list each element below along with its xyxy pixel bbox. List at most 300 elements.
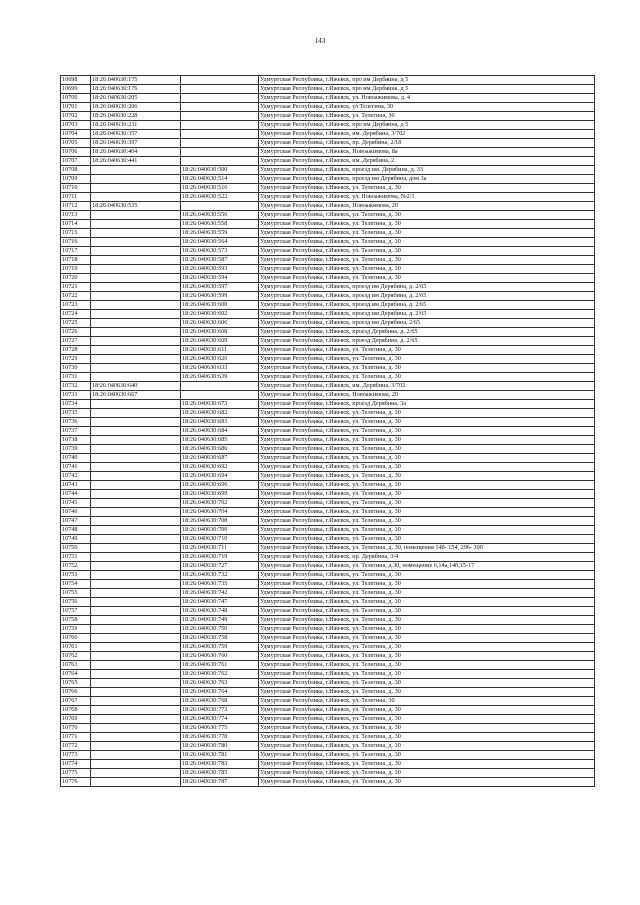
table-row (61, 373, 595, 382)
linked-cadastral-number-cell: 18:26:040630:780 (181, 742, 259, 751)
address-cell: Удмуртская Республика, г.Ижевск, ул. Телегина, д. 30 (259, 355, 595, 364)
linked-cadastral-number-cell: 18:26:040630:778 (181, 733, 259, 742)
table-row (61, 526, 595, 535)
linked-cadastral-number-cell (181, 157, 259, 166)
row-number-cell: 10707 (61, 157, 91, 166)
table-row (61, 598, 595, 607)
linked-cadastral-number-cell: 18:26:040630:762 (181, 670, 259, 679)
address-cell: Удмуртская Республика, г.Ижевск, ул. Телегина, д. 30 (259, 679, 595, 688)
linked-cadastral-number-cell (181, 94, 259, 103)
address-cell: Удмуртская Республика, г.Ижевск, ул. Телегина, д. 30 (259, 247, 595, 256)
row-number-cell: 10765 (61, 679, 91, 688)
row-number-cell: 10712 (61, 202, 91, 211)
table-row (61, 499, 595, 508)
address-cell: Удмуртская Республика, г.Ижевск, ул. Телегина, д. 30 (259, 364, 595, 373)
row-number-cell: 10724 (61, 310, 91, 319)
address-cell: Удмуртская Республика, г.Ижевск, ул. Телегина, д. 30 (259, 634, 595, 643)
cadastral-number-cell (91, 616, 181, 625)
row-number-cell: 10702 (61, 112, 91, 121)
address-cell: Удмуртская Республика, г.Ижевск, ул. Телегина, д. 30 (259, 598, 595, 607)
linked-cadastral-number-cell: 18:26:040630:673 (181, 400, 259, 409)
linked-cadastral-number-cell: 18:26:040630:699 (181, 490, 259, 499)
row-number-cell: 10705 (61, 139, 91, 148)
cadastral-number-cell (91, 193, 181, 202)
linked-cadastral-number-cell (181, 130, 259, 139)
table-row (61, 697, 595, 706)
linked-cadastral-number-cell: 18:26:040630:781 (181, 751, 259, 760)
table-row (61, 148, 595, 157)
cadastral-number-cell (91, 508, 181, 517)
linked-cadastral-number-cell (181, 103, 259, 112)
cadastral-number-cell (91, 625, 181, 634)
cadastral-number-cell (91, 535, 181, 544)
table-row (61, 202, 595, 211)
linked-cadastral-number-cell: 18:26:040630:514 (181, 175, 259, 184)
row-number-cell: 10708 (61, 166, 91, 175)
address-cell: Удмуртская Республика, г.Ижевск, ул. Телегина, д. 30 (259, 211, 595, 220)
row-number-cell: 10754 (61, 580, 91, 589)
linked-cadastral-number-cell: 18:26:040630:599 (181, 292, 259, 301)
address-cell: Удмуртская Республика, г.Ижевск, ул. Телегина, д. 30 (259, 274, 595, 283)
table-row (61, 427, 595, 436)
table-row (61, 274, 595, 283)
cadastral-number-cell (91, 553, 181, 562)
table-row (61, 589, 595, 598)
table-row (61, 733, 595, 742)
cadastral-number-cell: 18:26:040630:404 (91, 148, 181, 157)
address-cell: Удмуртская Республика, г.Ижевск, ул. Телегина, 30 (259, 112, 595, 121)
address-cell: Удмуртская Республика, г.Ижевск, ул. Телегина, д. 30 (259, 238, 595, 247)
row-number-cell: 10771 (61, 733, 91, 742)
table-row (61, 490, 595, 499)
row-number-cell: 10734 (61, 400, 91, 409)
row-number-cell: 10744 (61, 490, 91, 499)
cadastral-number-cell (91, 589, 181, 598)
table-row (61, 400, 595, 409)
cadastral-number-cell (91, 562, 181, 571)
row-number-cell: 10746 (61, 508, 91, 517)
cadastral-number-cell: 18:26:040630:357 (91, 130, 181, 139)
address-cell: Удмуртская Республика, г.Ижевск, ул. Телегина, д. 30 (259, 454, 595, 463)
cadastral-number-cell: 18:26:040630:175 (91, 76, 181, 85)
address-cell: Удмуртская Республика, г.Ижевск, ул. Телегина, д. 30 (259, 436, 595, 445)
linked-cadastral-number-cell: 18:26:040630:758 (181, 634, 259, 643)
row-number-cell: 10706 (61, 148, 91, 157)
linked-cadastral-number-cell: 18:26:040630:682 (181, 409, 259, 418)
row-number-cell: 10762 (61, 652, 91, 661)
table-row (61, 364, 595, 373)
address-cell: Удмуртская Республика, г.Ижевск, ул. Телегина, д. 30 (259, 607, 595, 616)
cadastral-number-cell (91, 427, 181, 436)
address-cell: Удмуртская Республика, г.Ижевск, проезд им. Дерябина, д. 33 (259, 166, 595, 175)
table-row (61, 508, 595, 517)
table-row (61, 715, 595, 724)
table-row (61, 211, 595, 220)
table-row (61, 625, 595, 634)
row-number-cell: 10772 (61, 742, 91, 751)
table-row (61, 220, 595, 229)
address-cell: Удмуртская Республика, г.Ижевск, ул. Телегина, д. 30 (259, 472, 595, 481)
address-cell: Удмуртская Республика, г.Ижевск, ул. Телегина, д. 30 (259, 229, 595, 238)
row-number-cell: 10757 (61, 607, 91, 616)
row-number-cell: 10753 (61, 571, 91, 580)
table-row (61, 535, 595, 544)
table-row (61, 463, 595, 472)
row-number-cell: 10730 (61, 364, 91, 373)
linked-cadastral-number-cell: 18:26:040630:558 (181, 220, 259, 229)
cadastral-number-cell (91, 679, 181, 688)
linked-cadastral-number-cell: 18:26:040630:609 (181, 337, 259, 346)
cadastral-number-cell (91, 742, 181, 751)
address-cell: Удмуртская Республика, г.Ижевск, ул. Телегина, д. 30 (259, 427, 595, 436)
row-number-cell: 10756 (61, 598, 91, 607)
address-cell: Удмуртская Республика, г.Ижевск, ул. Телегина, д. 30 (259, 652, 595, 661)
cadastral-number-cell (91, 733, 181, 742)
table-row (61, 319, 595, 328)
cadastral-number-cell (91, 760, 181, 769)
table-row (61, 193, 595, 202)
linked-cadastral-number-cell (181, 139, 259, 148)
register-table-body (61, 76, 595, 787)
cadastral-number-cell: 18:26:040630:176 (91, 85, 181, 94)
row-number-cell: 10738 (61, 436, 91, 445)
linked-cadastral-number-cell (181, 391, 259, 400)
row-number-cell: 10766 (61, 688, 91, 697)
cadastral-number-cell (91, 688, 181, 697)
row-number-cell: 10736 (61, 418, 91, 427)
address-cell: Удмуртская Республика, г.Ижевск, ул. Телегина, 30 (259, 697, 595, 706)
address-cell: Удмуртская Республика, г.Ижевск, ул. Телегина, д. 30 (259, 184, 595, 193)
cadastral-number-cell (91, 283, 181, 292)
row-number-cell: 10711 (61, 193, 91, 202)
row-number-cell: 10729 (61, 355, 91, 364)
linked-cadastral-number-cell: 18:26:040630:774 (181, 715, 259, 724)
row-number-cell: 10770 (61, 724, 91, 733)
table-row (61, 337, 595, 346)
table-row (61, 121, 595, 130)
linked-cadastral-number-cell (181, 85, 259, 94)
table-row (61, 76, 595, 85)
cadastral-number-cell (91, 517, 181, 526)
cadastral-number-cell (91, 418, 181, 427)
address-cell: Удмуртская Республика, г.Ижевск, проезд Дерябина, д. 2/65 (259, 337, 595, 346)
linked-cadastral-number-cell: 18:26:040630:785 (181, 769, 259, 778)
row-number-cell: 10773 (61, 751, 91, 760)
linked-cadastral-number-cell: 18:26:040630:747 (181, 598, 259, 607)
table-row (61, 166, 595, 175)
linked-cadastral-number-cell: 18:26:040630:559 (181, 229, 259, 238)
table-row (61, 247, 595, 256)
linked-cadastral-number-cell: 18:26:040630:602 (181, 310, 259, 319)
address-cell: Удмуртская Республика, г.Ижевск, ул. Телегина, д. 30 (259, 661, 595, 670)
cadastral-number-cell (91, 328, 181, 337)
address-cell: Удмуртская Республика, г.Ижевск, ул. Телегина, д. 30 (259, 508, 595, 517)
cadastral-number-cell (91, 184, 181, 193)
address-cell: Удмуртская Республика, г.Ижевск, пр. Дерябина, 2/18 (259, 139, 595, 148)
linked-cadastral-number-cell: 18:26:040630:711 (181, 544, 259, 553)
address-cell: Удмуртская Республика, г.Ижевск, ул. Телегина, д. 30 (259, 373, 595, 382)
row-number-cell: 10721 (61, 283, 91, 292)
row-number-cell: 10709 (61, 175, 91, 184)
cadastral-number-cell: 18:26:040630:228 (91, 112, 181, 121)
row-number-cell: 10720 (61, 274, 91, 283)
table-row (61, 670, 595, 679)
address-cell: Удмуртская Республика, г.Ижевск, ул. Телегина, д. 30 (259, 616, 595, 625)
linked-cadastral-number-cell: 18:26:040630:564 (181, 238, 259, 247)
row-number-cell: 10727 (61, 337, 91, 346)
address-cell: Удмуртская Республика, г.Ижевск, ул. Телегина, д. 30 (259, 778, 595, 787)
address-cell: Удмуртская Республика, г.Ижевск, ул. Телегина, д. 30 (259, 409, 595, 418)
row-number-cell: 10701 (61, 103, 91, 112)
cadastral-number-cell (91, 454, 181, 463)
cadastral-number-cell (91, 463, 181, 472)
cadastral-number-cell (91, 265, 181, 274)
address-cell: Удмуртская Республика, г.Ижевск, ул. Телегина, д. 30, помещения 148- 154, 296- 300 (259, 544, 595, 553)
table-row (61, 544, 595, 553)
linked-cadastral-number-cell (181, 148, 259, 157)
table-row (61, 778, 595, 787)
address-cell: Удмуртская Республика, г.Ижевск, проезд им Дерябина, д. 2/65 (259, 310, 595, 319)
cadastral-number-cell (91, 292, 181, 301)
table-row (61, 310, 595, 319)
row-number-cell: 10722 (61, 292, 91, 301)
cadastral-number-cell: 18:26:040630:231 (91, 121, 181, 130)
table-row (61, 481, 595, 490)
row-number-cell: 10717 (61, 247, 91, 256)
table-row (61, 688, 595, 697)
table-row (61, 175, 595, 184)
table-row (61, 265, 595, 274)
table-row (61, 760, 595, 769)
address-cell: Удмуртская Республика, г.Ижевск, ул. Телегина, д. 30 (259, 742, 595, 751)
linked-cadastral-number-cell: 18:26:040630:626 (181, 355, 259, 364)
row-number-cell: 10741 (61, 463, 91, 472)
table-row (61, 571, 595, 580)
linked-cadastral-number-cell: 18:26:040630:694 (181, 472, 259, 481)
cadastral-number-cell (91, 706, 181, 715)
table-row (61, 256, 595, 265)
page-number: 143 (314, 37, 326, 45)
cadastral-number-cell: 18:26:040630:206 (91, 103, 181, 112)
row-number-cell: 10743 (61, 481, 91, 490)
address-cell: Удмуртская Республика, г.Ижевск, ул. Телегина, д. 30 (259, 589, 595, 598)
table-row (61, 418, 595, 427)
linked-cadastral-number-cell: 18:26:040630:719 (181, 553, 259, 562)
address-cell: Удмуртская Республика, г.Ижевск, ул. Телегина, д. 30 (259, 265, 595, 274)
linked-cadastral-number-cell: 18:26:040630:684 (181, 427, 259, 436)
linked-cadastral-number-cell: 18:26:040630:696 (181, 481, 259, 490)
table-row (61, 742, 595, 751)
table-row (61, 436, 595, 445)
linked-cadastral-number-cell: 18:26:040630:748 (181, 607, 259, 616)
address-cell: Удмуртская Республика, г.Ижевск, про им Дербяина, д 5 (259, 121, 595, 130)
row-number-cell: 10775 (61, 769, 91, 778)
linked-cadastral-number-cell: 18:26:040630:685 (181, 436, 259, 445)
table-row (61, 184, 595, 193)
row-number-cell: 10747 (61, 517, 91, 526)
table-row (61, 445, 595, 454)
address-cell: Удмуртская Республика, г.Ижевск, проезд Дерябина, 3а (259, 400, 595, 409)
table-row (61, 94, 595, 103)
row-number-cell: 10752 (61, 562, 91, 571)
table-row (61, 112, 595, 121)
address-cell: Удмуртская Республика, г.Ижевск, про им Дербяина, д 5 (259, 76, 595, 85)
address-cell: Удмуртская Республика, г.Ижевск, ул. Телегина, д. 30 (259, 517, 595, 526)
row-number-cell: 10732 (61, 382, 91, 391)
row-number-cell: 10714 (61, 220, 91, 229)
row-number-cell: 10751 (61, 553, 91, 562)
row-number-cell: 10750 (61, 544, 91, 553)
linked-cadastral-number-cell (181, 76, 259, 85)
linked-cadastral-number-cell: 18:26:040630:750 (181, 625, 259, 634)
table-row (61, 706, 595, 715)
linked-cadastral-number-cell: 18:26:040630:594 (181, 274, 259, 283)
table-row (61, 454, 595, 463)
cadastral-number-cell (91, 400, 181, 409)
row-number-cell: 10703 (61, 121, 91, 130)
address-cell: Удмуртская Республика, г.Ижевск, ул. Телегина, д. 30 (259, 445, 595, 454)
row-number-cell: 10731 (61, 373, 91, 382)
table-row (61, 130, 595, 139)
cadastral-number-cell (91, 436, 181, 445)
table-row (61, 616, 595, 625)
address-cell: Удмуртская Республика, г.Ижевск, ул Телегина, 30 (259, 103, 595, 112)
row-number-cell: 10725 (61, 319, 91, 328)
address-cell: Удмуртская Республика, г.Ижевск, ул. Телегина, д. 30 (259, 418, 595, 427)
address-cell: Удмуртская Республика, г.Ижевск, ул. Телегина, д. 30 (259, 580, 595, 589)
linked-cadastral-number-cell: 18:26:040630:639 (181, 373, 259, 382)
address-cell: Удмуртская Республика, г.Ижевск, ул. Телегина, д. 30 (259, 346, 595, 355)
table-row (61, 382, 595, 391)
linked-cadastral-number-cell: 18:26:040630:773 (181, 706, 259, 715)
row-number-cell: 10742 (61, 472, 91, 481)
linked-cadastral-number-cell: 18:26:040630:500 (181, 166, 259, 175)
address-cell: Удмуртская Республика, г.Ижевск, Новоажимова, 8а (259, 148, 595, 157)
linked-cadastral-number-cell: 18:26:040630:783 (181, 760, 259, 769)
cadastral-number-cell (91, 346, 181, 355)
table-row (61, 391, 595, 400)
row-number-cell: 10700 (61, 94, 91, 103)
cadastral-number-cell (91, 697, 181, 706)
cadastral-number-cell (91, 598, 181, 607)
row-number-cell: 10767 (61, 697, 91, 706)
address-cell: Удмуртская Республика, г.Ижевск, ул. Телегина, д. 30 (259, 688, 595, 697)
linked-cadastral-number-cell: 18:26:040630:727 (181, 562, 259, 571)
cadastral-number-cell (91, 607, 181, 616)
address-cell: Удмуртская Республика, г.Ижевск, им. Дерябина, 2 (259, 157, 595, 166)
address-cell: Удмуртская Республика, г.Ижевск, ул. Телегина, д. 30 (259, 526, 595, 535)
address-cell: Удмуртская Республика, г.Ижевск, им. Дерябина, 3/702 (259, 382, 595, 391)
cadastral-number-cell (91, 256, 181, 265)
table-row (61, 301, 595, 310)
cadastral-number-cell (91, 409, 181, 418)
address-cell: Удмуртская Республика, г.Ижевск, проезд им Дерябина, 2/65 (259, 319, 595, 328)
address-cell: Удмуртская Республика, г.Ижевск, ул. Телегина, д. 30 (259, 733, 595, 742)
address-cell: Удмуртская Республика, г.Ижевск, ул. Новоажимова, №2/1 (259, 193, 595, 202)
cadastral-number-cell (91, 481, 181, 490)
address-cell: Удмуртская Республика, г.Ижевск, проезд им Дерябина, д. 2/65 (259, 283, 595, 292)
cadastral-number-cell (91, 643, 181, 652)
cadastral-number-cell: 18:26:040630:397 (91, 139, 181, 148)
table-row (61, 157, 595, 166)
cadastral-number-cell (91, 778, 181, 787)
cadastral-number-cell (91, 580, 181, 589)
address-cell: Удмуртская Республика, г.Ижевск, ул. Телегина, д. 30 (259, 499, 595, 508)
address-cell: Удмуртская Республика, г.Ижевск, пр. Дерябина, 3/4 (259, 553, 595, 562)
address-cell: Удмуртская Республика, г.Ижевск, ул. Телегина, д. 30 (259, 715, 595, 724)
linked-cadastral-number-cell: 18:26:040630:516 (181, 184, 259, 193)
linked-cadastral-number-cell: 18:26:040630:763 (181, 679, 259, 688)
linked-cadastral-number-cell (181, 112, 259, 121)
address-cell: Удмуртская Республика, г.Ижевск, ул. Телегина, д. 30 (259, 706, 595, 715)
linked-cadastral-number-cell: 18:26:040630:702 (181, 499, 259, 508)
row-number-cell: 10740 (61, 454, 91, 463)
cadastral-number-cell (91, 247, 181, 256)
table-row (61, 553, 595, 562)
table-row (61, 346, 595, 355)
row-number-cell: 10758 (61, 616, 91, 625)
row-number-cell: 10759 (61, 625, 91, 634)
address-cell: Удмуртская Республика, г.Ижевск, ул. Телегина, д. 30 (259, 769, 595, 778)
row-number-cell: 10755 (61, 589, 91, 598)
linked-cadastral-number-cell: 18:26:040630:587 (181, 256, 259, 265)
address-cell: Удмуртская Республика, г.Ижевск, проезд им Дерябина, д. 2/65 (259, 301, 595, 310)
linked-cadastral-number-cell: 18:26:040630:692 (181, 463, 259, 472)
cadastral-number-cell (91, 364, 181, 373)
linked-cadastral-number-cell (181, 382, 259, 391)
address-cell: Удмуртская Республика, г.Ижевск, ул. Телегина, д. 30 (259, 490, 595, 499)
address-cell: Удмуртская Республика, г.Ижевск, ул. Телегина, д. 30 (259, 535, 595, 544)
linked-cadastral-number-cell: 18:26:040630:606 (181, 319, 259, 328)
linked-cadastral-number-cell: 18:26:040630:522 (181, 193, 259, 202)
cadastral-number-cell (91, 220, 181, 229)
cadastral-number-cell (91, 715, 181, 724)
row-number-cell: 10715 (61, 229, 91, 238)
address-cell: Удмуртская Республика, г.Ижевск, ул. Телегина, д. 30 (259, 760, 595, 769)
row-number-cell: 10718 (61, 256, 91, 265)
row-number-cell: 10760 (61, 634, 91, 643)
linked-cadastral-number-cell: 18:26:040630:683 (181, 418, 259, 427)
linked-cadastral-number-cell: 18:26:040630:768 (181, 697, 259, 706)
row-number-cell: 10698 (61, 76, 91, 85)
address-cell: Удмуртская Республика, г.Ижевск, ул. Телегина, д. 30 (259, 625, 595, 634)
table-row (61, 724, 595, 733)
cadastral-number-cell: 18:26:040630:205 (91, 94, 181, 103)
row-number-cell: 10764 (61, 670, 91, 679)
address-cell: Удмуртская Республика, г.Ижевск, ул. Телегина, д. 30 (259, 463, 595, 472)
table-row (61, 139, 595, 148)
linked-cadastral-number-cell: 18:26:040630:710 (181, 535, 259, 544)
cadastral-number-cell (91, 274, 181, 283)
table-row (61, 679, 595, 688)
row-number-cell: 10726 (61, 328, 91, 337)
address-cell: Удмуртская Республика, г.Ижевск, Новоажимова, 20 (259, 202, 595, 211)
row-number-cell: 10723 (61, 301, 91, 310)
row-number-cell: 10719 (61, 265, 91, 274)
table-row (61, 355, 595, 364)
address-cell: Удмуртская Республика, г.Ижевск, ул. Телегина, д. 30 (259, 220, 595, 229)
table-row (61, 751, 595, 760)
linked-cadastral-number-cell: 18:26:040630:764 (181, 688, 259, 697)
linked-cadastral-number-cell: 18:26:040630:749 (181, 616, 259, 625)
linked-cadastral-number-cell: 18:26:040630:600 (181, 301, 259, 310)
table-row (61, 103, 595, 112)
cadastral-number-cell (91, 445, 181, 454)
linked-cadastral-number-cell: 18:26:040630:633 (181, 364, 259, 373)
cadastral-number-cell (91, 211, 181, 220)
address-cell: Удмуртская Республика, г.Ижевск, ул. Телегина, д.30, помещение 6,14а,14б,15-17 (259, 562, 595, 571)
row-number-cell: 10716 (61, 238, 91, 247)
